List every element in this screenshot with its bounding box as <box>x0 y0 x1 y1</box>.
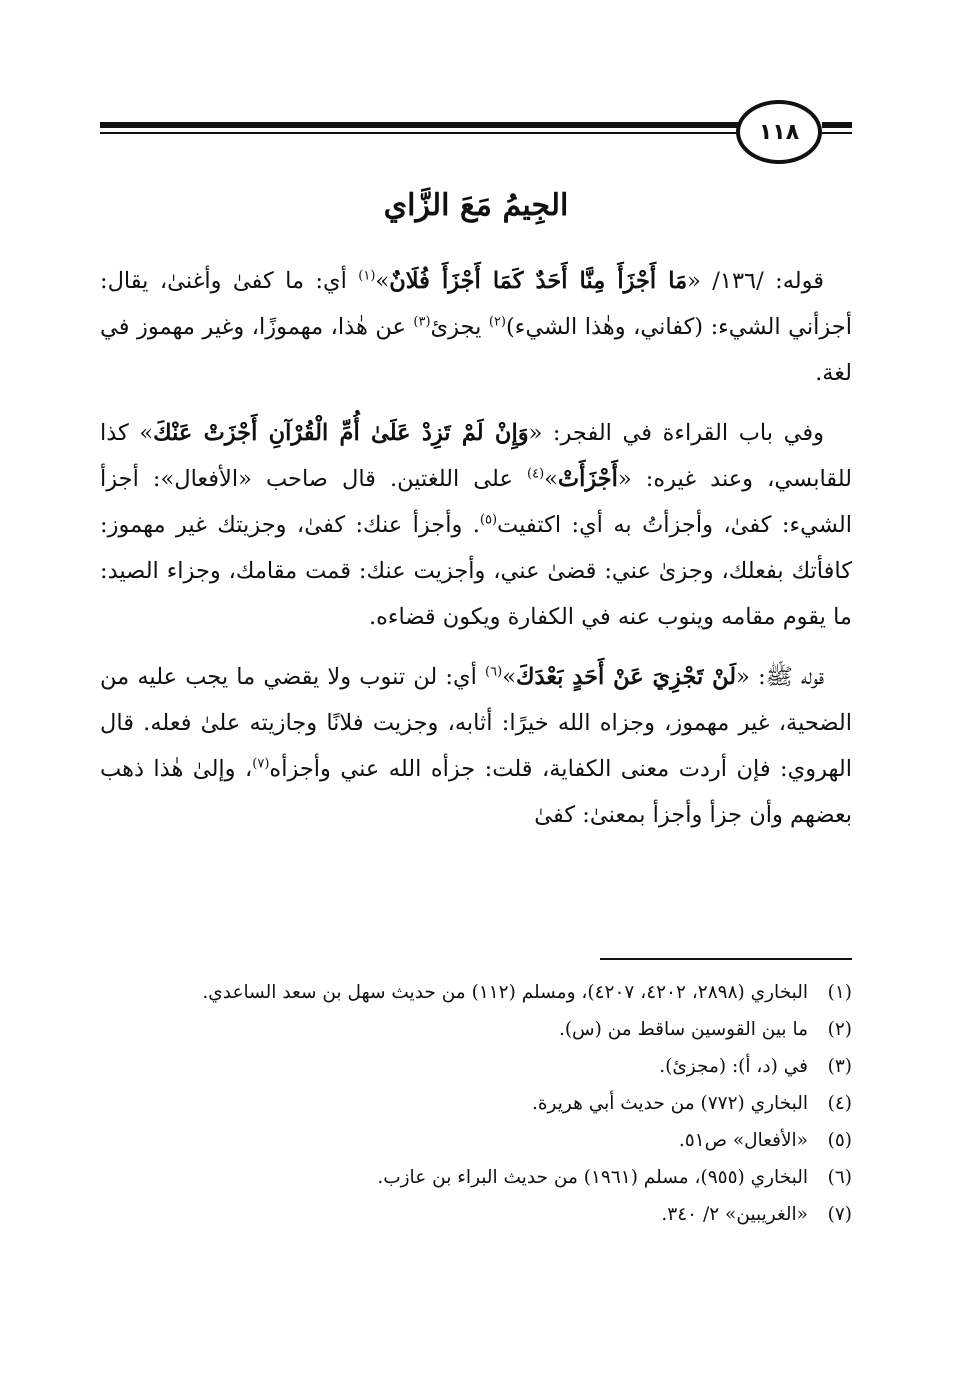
footnote-ref[interactable]: (٢) <box>488 314 506 330</box>
footnote-number: (٣) <box>827 1056 852 1077</box>
text-run: قوله: /١٣٦/ « <box>687 268 824 294</box>
footnote-ref[interactable]: (٤) <box>527 466 545 482</box>
footnote-text: «الغريبين» ٢/ ٣٤٠. <box>661 1204 808 1225</box>
text-run: أي: ما كفىٰ وأغنىٰ، يقال: أجزأني الشيء: (كفاني، وهٰذا الشيء) <box>100 268 852 340</box>
text-run: » <box>544 466 558 492</box>
footnote-item <box>100 1087 852 1120</box>
text-run: وفي باب القراءة في الفجر: « <box>528 420 824 446</box>
variant-quote: أَجْزَأَتْ <box>557 466 618 492</box>
paragraph-2 <box>100 410 852 640</box>
footnote-number: (٦) <box>827 1167 852 1188</box>
footnote-ref[interactable]: (٦) <box>485 664 503 680</box>
text-run: أي: لن تنوب ولا يقضي ما يجب عليه من الضحية، غير مهموز، وجزاه الله خيرًا: أثابه، وجزيت فلانًا وجازيته علىٰ فعله. قال الهروي: فإن أردت معنى الكفاية، قلت: جزأه الله عني وأجزأه <box>100 664 852 782</box>
text-run: » <box>375 268 390 294</box>
footnote-item <box>100 976 852 1009</box>
footnote-item <box>100 1050 852 1083</box>
footnote-ref[interactable]: (٣) <box>413 314 431 330</box>
footnote-text: البخاري (٩٥٥)، مسلم (١٩٦١) من حديث البراء بن عازب. <box>377 1167 808 1188</box>
footnote-item <box>100 1198 852 1231</box>
footnote-text: ما بين القوسين ساقط من (س). <box>558 1019 808 1040</box>
footnote-ref[interactable]: (٥) <box>479 512 498 528</box>
hadith-quote: لَنْ تَجْزِيَ عَنْ أَحَدٍ بَعْدَكَ <box>515 664 737 690</box>
footnote-separator <box>600 958 852 960</box>
footnote-item <box>100 1013 852 1046</box>
header-rule-thin <box>100 132 742 134</box>
footnote-number: (١) <box>827 982 852 1003</box>
section-title: الجِيمُ مَعَ الزَّاي <box>383 188 569 223</box>
footnote-number: (٤) <box>827 1093 852 1114</box>
text-run: عن هٰذا، مهموزًا، وغير مهموز في لغة. <box>100 314 852 386</box>
header-rule-thick-right <box>822 122 852 128</box>
footnotes <box>100 976 852 1235</box>
footnote-ref[interactable]: (٧) <box>252 756 270 772</box>
footnote-ref[interactable]: (١) <box>358 268 376 284</box>
footnote-text: «الأفعال» ص٥١. <box>678 1130 808 1151</box>
hadith-quote: مَا أَجْزَأَ مِنَّا أَحَدٌ كَمَا أَجْزَأَ فُلَانٌ <box>389 268 688 294</box>
text-run: ، وإلىٰ هٰذا ذهب بعضهم وأن جزأ وأجزأ بمعنىٰ: كفىٰ <box>100 756 852 828</box>
page-number: ١١٨ <box>736 100 822 164</box>
paragraph-1 <box>100 258 852 396</box>
footnote-number: (٥) <box>827 1130 852 1151</box>
text-run: على اللغتين. قال صاحب «الأفعال»: أجزأ الشيء: كفىٰ، وأجزأتُ به أي: اكتفيت <box>100 466 853 538</box>
text-run: » كذا للقابسي، وعند غيره: « <box>100 420 852 492</box>
footnote-item <box>100 1161 852 1194</box>
page-header <box>100 96 852 166</box>
text-run: » <box>502 664 516 690</box>
text-run: . وأجزأ عنك: كفىٰ، وجزيتك غير مهموز: كافأتك بفعلك، وجزىٰ عني: قضىٰ عني، وأجزيت عنك: قمت مقامك، وجزاء الصيد: ما يقوم مقامه وينوب عنه في الكفارة ويكون قضاءه. <box>100 512 852 630</box>
paragraph-3 <box>100 654 852 838</box>
header-rule-thick <box>100 122 742 128</box>
body-text <box>100 258 852 852</box>
text-run: قوله ﷺ: « <box>736 664 825 690</box>
hadith-quote: وَإِنْ لَمْ تَزِدْ عَلَىٰ أُمِّ الْقُرْآنِ أَجْزَتْ عَنْكَ <box>153 420 529 446</box>
text-run: يجزئ <box>430 314 489 340</box>
footnote-text: البخاري (٧٧٢) من حديث أبي هريرة. <box>531 1093 808 1114</box>
header-rule-thin-right <box>822 132 852 134</box>
footnote-text: في (د، أ): (مجزئ). <box>659 1056 808 1077</box>
footnote-number: (٢) <box>827 1019 852 1040</box>
footnote-text: البخاري (٢٨٩٨، ٤٢٠٢، ٤٢٠٧)، ومسلم (١١٢) من حديث سهل بن سعد الساعدي. <box>202 982 808 1003</box>
footnote-number: (٧) <box>827 1204 852 1225</box>
footnote-item <box>100 1124 852 1157</box>
